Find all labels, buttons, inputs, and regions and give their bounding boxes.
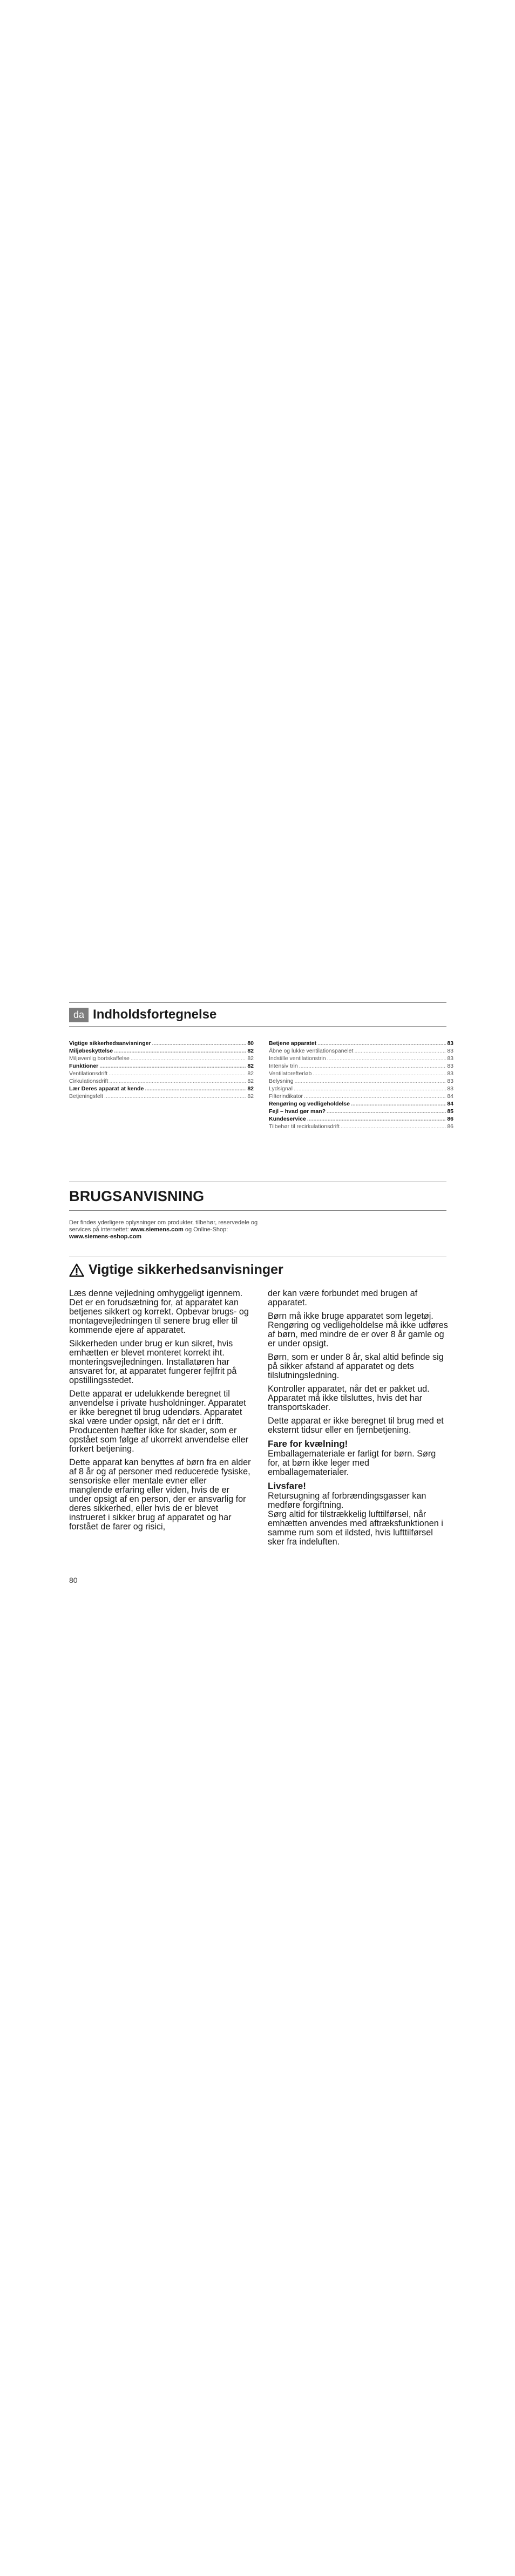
safety-paragraph: Dette apparat er udelukkende beregnet til anvendelse i private husholdninger. Apparatet er ikke beregnet til brug udendørs. Apparatet skal være under opsigt, når det er i drift. Producenten hæfter ikke for skader, som er opstået som følge af ukorrekt anvendelse eller forkert betjening. [69, 1389, 249, 1454]
toc-entry-title: Lær Deres apparat at kende [69, 1085, 144, 1092]
safety-paragraph: der kan være forbundet med brugen af apparatet. [268, 1289, 418, 1307]
toc-entry-title: Ventilatorefterløb [269, 1070, 312, 1077]
toc-entry-page: 83 [447, 1078, 453, 1084]
safety-paragraph: Sikkerheden under brug er kun sikret, hvis emhætten er blevet monteret korrekt iht. monteringsvejledningen. Installatøren har ansvaret for, at apparatet fungerer fejlfrit på opstillingsstedet. [69, 1339, 237, 1385]
toc-right-column [269, 1040, 453, 1130]
safety-paragraph: Retursugning af forbrændingsgasser kan medføre forgiftning. [268, 1491, 426, 1510]
toc-entry-page: 83 [447, 1055, 453, 1062]
toc-entry[interactable] [269, 1108, 453, 1115]
toc-entry[interactable] [69, 1047, 254, 1055]
toc-entry-page: 82 [247, 1055, 254, 1062]
toc-entry-page: 85 [447, 1108, 453, 1115]
toc-entry-page: 82 [247, 1063, 254, 1069]
toc-leader-dots [152, 1040, 247, 1047]
toc-entry-title: Funktioner [69, 1063, 99, 1069]
toc-entry-title: Belysning [269, 1078, 294, 1084]
toc-entry-page: 83 [447, 1085, 453, 1092]
toc-leader-dots [354, 1047, 446, 1055]
toc-entry-title: Lydsignal [269, 1085, 293, 1092]
language-badge: da [69, 1008, 89, 1022]
safety-paragraph: Børn må ikke bruge apparatet som legetøj. Rengøring og vedligeholdelse må ikke udføres af børn, med mindre de er over 8 år gamle og er under opsigt. [268, 1311, 448, 1348]
toc-entry-page: 82 [247, 1093, 254, 1100]
toc-leader-dots [131, 1055, 246, 1062]
safety-right-column [268, 1289, 450, 1551]
manual-title: BRUGSANVISNING [69, 1188, 205, 1204]
manual-title-rule [69, 1210, 446, 1211]
toc-leader-dots [327, 1055, 446, 1062]
toc-entry-page: 82 [247, 1070, 254, 1077]
toc-entry-page: 82 [247, 1078, 254, 1084]
toc-leader-dots [307, 1115, 446, 1123]
toc-entry-title: Filterindikator [269, 1093, 303, 1100]
toc-entry-title: Intensiv trin [269, 1063, 298, 1069]
toc-entry[interactable] [269, 1055, 453, 1062]
toc-leader-dots [295, 1077, 446, 1085]
toc-entry-page: 82 [247, 1048, 254, 1054]
safety-heading [69, 1262, 283, 1278]
toc-entry-title: Indstille ventilationstrin [269, 1055, 326, 1062]
toc-entry-title: Vigtige sikkerhedsanvisninger [69, 1040, 151, 1047]
toc-leader-dots [114, 1047, 246, 1055]
toc-leader-dots [294, 1085, 446, 1093]
intro-text-2: og Online-Shop: [183, 1226, 228, 1233]
toc-entry-title: Ventilationsdrift [69, 1070, 108, 1077]
toc-entry-title: Miljøvenlig bortskaffelse [69, 1055, 130, 1062]
toc-leader-dots [304, 1093, 446, 1100]
toc-leader-dots [145, 1085, 246, 1093]
manual-intro [69, 1219, 263, 1240]
toc-entry-title: Miljøbeskyttelse [69, 1048, 113, 1054]
intro-text-1: Der findes yderligere oplysninger om produkter, tilbehør, reservedele og services på internettet: [69, 1219, 258, 1233]
toc-entry-title: Betjeningsfelt [69, 1093, 104, 1100]
toc-entry-page: 83 [447, 1040, 453, 1047]
safety-title: Vigtige sikkerhedsanvisninger [89, 1262, 283, 1277]
toc-entry[interactable] [69, 1062, 254, 1070]
toc-leader-dots [341, 1123, 446, 1130]
toc-entry[interactable] [269, 1100, 453, 1108]
safety-left-column [69, 1289, 252, 1536]
toc-entry-title: Fejl – hvad gør man? [269, 1108, 326, 1115]
safety-paragraph: Dette apparat er ikke beregnet til brug med et eksternt tidsur eller en fjernbetjening. [268, 1416, 444, 1435]
toc-entry-title: Betjene apparatet [269, 1040, 317, 1047]
toc-entry-title: Cirkulationsdrift [69, 1078, 109, 1084]
intro-link-eshop[interactable]: www.siemens-eshop.com [69, 1233, 142, 1240]
toc-entry[interactable] [269, 1040, 453, 1047]
toc-entry[interactable] [69, 1055, 254, 1062]
toc-entry[interactable] [269, 1070, 453, 1077]
toc-leader-dots [351, 1100, 446, 1108]
toc-entry-page: 86 [447, 1123, 453, 1130]
safety-paragraph: Børn, som er under 8 år, skal altid befinde sig på sikker afstand af apparatet og dets tilslutningsledning. [268, 1352, 444, 1380]
toc-entry-page: 80 [247, 1040, 254, 1047]
toc-entry-title: Kundeservice [269, 1116, 306, 1122]
safety-paragraph: Sørg altid for tilstrækkelig lufttilførsel, når emhætten anvendes med aftræksfunktionen i samme rum som et ildsted, hvis lufttilførsel sker fra indeluften. [268, 1509, 443, 1547]
toc-entry-page: 82 [247, 1085, 254, 1092]
safety-paragraph: Dette apparat kan benyttes af børn fra en alder af 8 år og af personer med reducerede fysiske, sensoriske eller mentale evner eller manglende erfaring eller viden, hvis de er under opsigt af en person, der er ansvarlig for deres sikkerhed, eller hvis de er blevet instrueret i sikker brug af apparatet og har forstået de farer og risici, [69, 1458, 251, 1532]
toc-leader-dots [299, 1062, 446, 1070]
toc-entry-title: Rengøring og vedligeholdelse [269, 1101, 350, 1107]
warning-icon [69, 1263, 84, 1277]
toc-entry[interactable] [269, 1077, 453, 1085]
toc-entry[interactable] [269, 1093, 453, 1100]
toc-title: Indholdsfortegnelse [93, 1007, 217, 1022]
toc-entry[interactable] [269, 1115, 453, 1123]
toc-entry-title: Åbne og lukke ventilationspanelet [269, 1048, 354, 1054]
toc-entry-title: Tilbehør til recirkulationsdrift [269, 1123, 340, 1130]
toc-entry[interactable] [269, 1123, 453, 1130]
toc-entry[interactable] [269, 1062, 453, 1070]
choke-warning-heading: Fare for kvælning! [268, 1439, 348, 1449]
toc-entry-page: 84 [447, 1093, 453, 1100]
toc-entry-page: 86 [447, 1116, 453, 1122]
toc-entry-page: 83 [447, 1070, 453, 1077]
page-number: 80 [69, 1576, 78, 1584]
safety-paragraph: Kontroller apparatet, når det er pakket ud. Apparatet må ikke tilsluttes, hvis det har transportskader. [268, 1384, 430, 1412]
safety-paragraph: Læs denne vejledning omhyggeligt igennem. Det er en forudsætning for, at apparatet kan betjenes sikkert og korrekt. Opbevar brugs- og montagevejledningen til senere brug eller til kommende ejere af apparatet. [69, 1289, 249, 1335]
toc-entry[interactable] [69, 1070, 254, 1077]
safety-paragraph: Emballagemateriale er farligt for børn. Sørg for, at børn ikke leger med emballagematerialer. [268, 1449, 436, 1477]
toc-top-rule [69, 1002, 446, 1003]
toc-entry-page: 83 [447, 1063, 453, 1069]
toc-entry[interactable] [269, 1047, 453, 1055]
toc-leader-dots [327, 1108, 446, 1115]
toc-leader-dots [109, 1077, 246, 1085]
toc-entry-page: 83 [447, 1048, 453, 1054]
toc-bottom-rule [69, 1026, 446, 1027]
toc-leader-dots [317, 1040, 446, 1047]
toc-left-column [69, 1040, 254, 1100]
toc-leader-dots [104, 1093, 246, 1100]
toc-entry[interactable] [69, 1077, 254, 1085]
toc-entry-page: 84 [447, 1101, 453, 1107]
toc-entry[interactable] [269, 1085, 453, 1093]
toc-header [69, 1007, 216, 1023]
life-danger-heading: Livsfare! [268, 1481, 306, 1491]
toc-leader-dots [99, 1062, 246, 1070]
toc-entry[interactable] [69, 1085, 254, 1093]
toc-leader-dots [109, 1070, 246, 1077]
toc-entry[interactable] [69, 1093, 254, 1100]
toc-entry[interactable] [69, 1040, 254, 1047]
intro-link-siemens[interactable]: www.siemens.com [130, 1226, 184, 1233]
toc-leader-dots [313, 1070, 446, 1077]
